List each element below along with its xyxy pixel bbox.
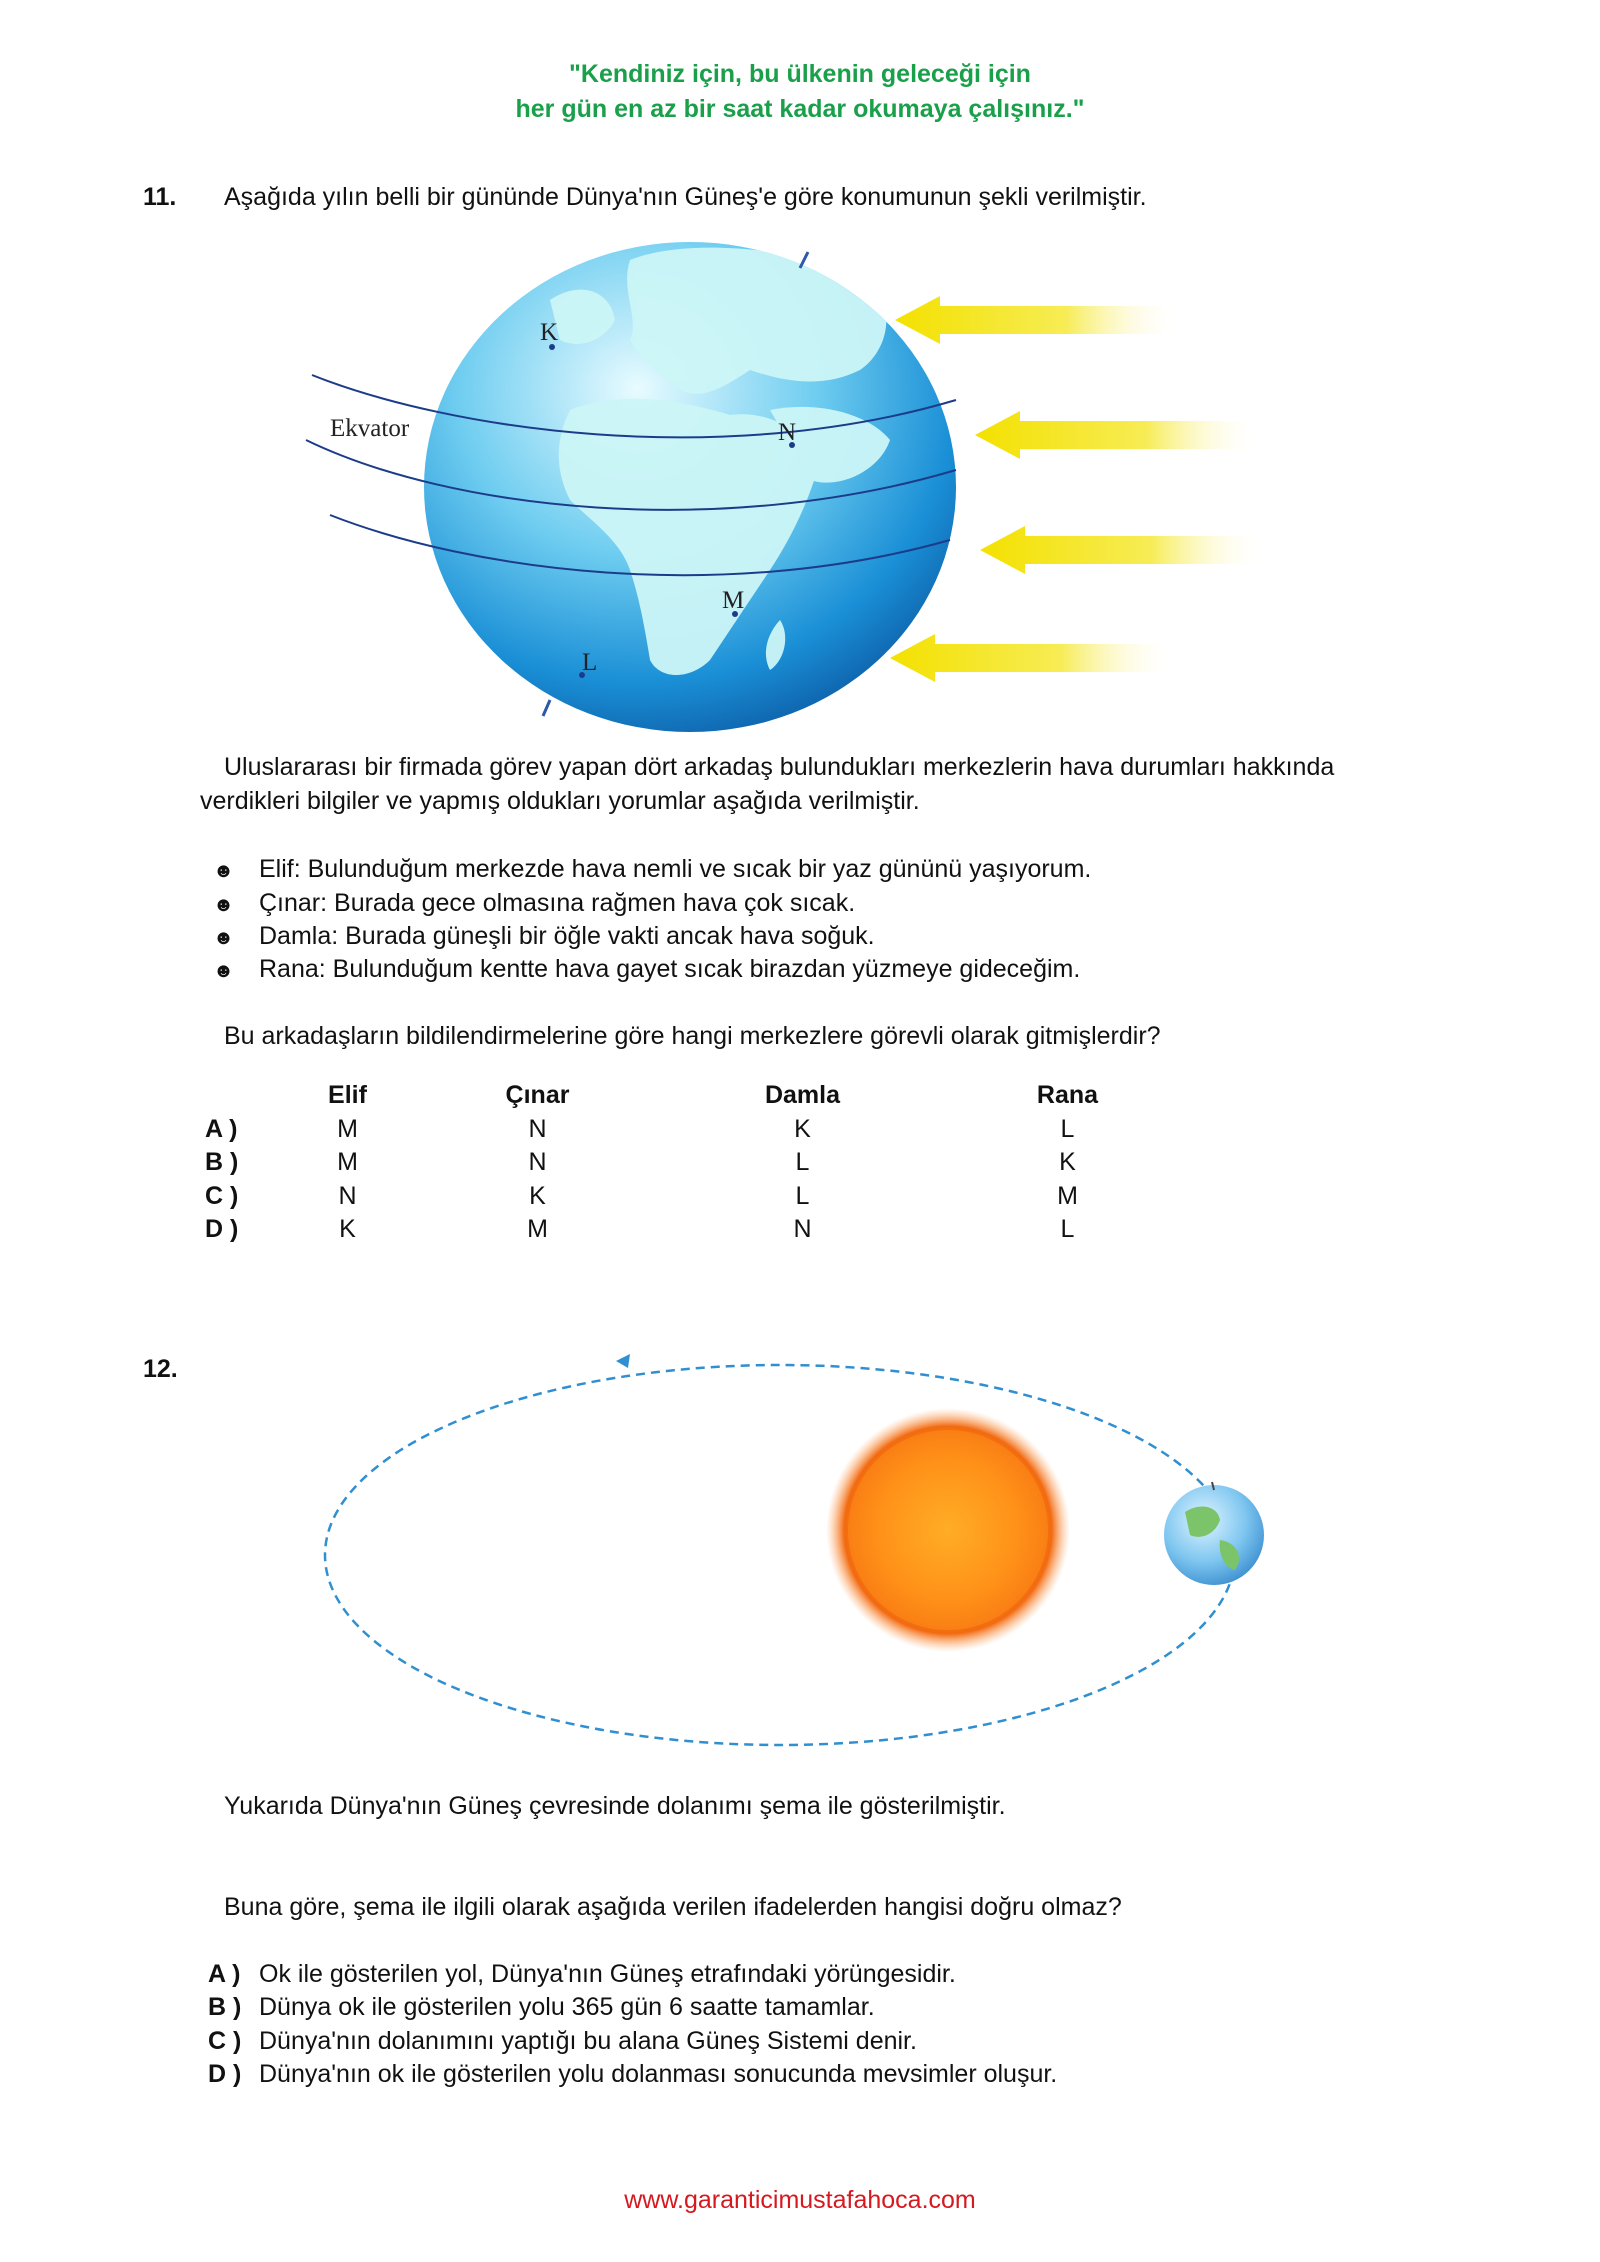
option-label: B ): [205, 1148, 239, 1177]
question-11-paragraph-line-1: Uluslararası bir firmada görev yapan dört arkadaş bulundukları merkezlerin hava durumları hakkında: [224, 753, 1335, 781]
statement-cinar: ☻ Çınar: Burada gece olmasına rağmen hava çok sıcak.: [213, 889, 856, 917]
footer-url[interactable]: www.garanticimustafahoca.com: [624, 2186, 976, 2214]
sun-ray-4: [890, 634, 1175, 682]
point-n-label: N: [778, 419, 797, 446]
statement-damla: ☻ Damla: Burada güneşli bir öğle vakti ancak hava soğuk.: [213, 922, 875, 950]
statement-rana: ☻ Rana: Bulunduğum kentte hava gayet sıcak birazdan yüzmeye gideceğim.: [213, 955, 1081, 983]
question-11-intro: Aşağıda yılın belli bir gününde Dünya'nın Güneş'e göre konumunun şekli verilmiştir.: [224, 183, 1147, 211]
smiley-icon: ☻: [213, 894, 235, 916]
column-rana: Rana: [1036, 1081, 1099, 1110]
sun-ray-2: [975, 411, 1260, 459]
question-11-number: 11.: [143, 183, 177, 211]
orbit-path: [325, 1365, 1235, 1745]
smiley-icon: ☻: [213, 860, 235, 882]
column-damla: Damla: [764, 1081, 841, 1110]
point-m-label: M: [722, 587, 745, 614]
option-label: D ): [205, 1215, 239, 1244]
q12-option-c[interactable]: C ) Dünya'nın dolanımını yaptığı bu alana Güneş Sistemi denir.: [208, 2027, 917, 2055]
option-cell: K: [339, 1215, 356, 1244]
option-cell: K: [529, 1181, 546, 1210]
q12-option-d[interactable]: D ) Dünya'nın ok ile gösterilen yolu dolanması sonucunda mevsimler oluşur.: [208, 2060, 1058, 2088]
point-k-label: K: [540, 319, 559, 346]
orbit-arrow-icon: [616, 1354, 630, 1368]
sun-ray-3: [980, 526, 1260, 574]
question-11-prompt: Bu arkadaşların bildilendirmelerine göre hangi merkezlere görevli olarak gitmişlerdir?: [224, 1022, 1161, 1050]
question-12-prompt: Buna göre, şema ile ilgili olarak aşağıda verilen ifadelerden hangisi doğru olmaz?: [224, 1893, 1122, 1921]
option-cell: N: [338, 1181, 357, 1210]
option-cell: L: [1060, 1114, 1075, 1143]
earth-sun-figure: [300, 240, 1260, 740]
option-cell: K: [1059, 1148, 1076, 1177]
answer-table: [205, 1079, 1200, 1247]
orbit-figure: [300, 1330, 1280, 1760]
option-c-row[interactable]: [205, 1180, 1200, 1214]
option-cell: M: [1057, 1181, 1078, 1210]
option-label: A ): [205, 1114, 238, 1143]
option-cell: L: [795, 1148, 810, 1177]
answer-table-header: [205, 1079, 1200, 1113]
option-b-row[interactable]: [205, 1146, 1200, 1180]
axis-top: [800, 252, 808, 268]
q12-option-a[interactable]: A ) Ok ile gösterilen yol, Dünya'nın Güneş etrafındaki yörüngesidir.: [208, 1960, 956, 1988]
motto-line-1: "Kendiniz için, bu ülkenin geleceği için: [569, 60, 1031, 88]
question-12-number: 12.: [143, 1355, 178, 1383]
option-label: C ): [205, 1181, 239, 1210]
equator-label: Ekvator: [330, 415, 410, 442]
option-cell: N: [528, 1114, 547, 1143]
q12-option-b[interactable]: B ) Dünya ok ile gösterilen yolu 365 gün 6 saatte tamamlar.: [208, 1993, 875, 2021]
sun-ray-1: [895, 296, 1180, 344]
point-l-label: L: [582, 649, 598, 676]
smiley-icon: ☻: [213, 927, 235, 949]
smiley-icon: ☻: [213, 960, 235, 982]
option-cell: M: [337, 1114, 358, 1143]
column-elif: Elif: [328, 1081, 367, 1110]
option-a-row[interactable]: [205, 1113, 1200, 1147]
earth-icon: [1164, 1485, 1264, 1585]
option-cell: L: [1060, 1215, 1075, 1244]
option-d-row[interactable]: [205, 1213, 1200, 1247]
question-11-paragraph-line-2: verdikleri bilgiler ve yapmış oldukları yorumlar aşağıda verilmiştir.: [200, 787, 920, 815]
option-cell: M: [527, 1215, 548, 1244]
option-cell: N: [528, 1148, 547, 1177]
option-cell: L: [795, 1181, 810, 1210]
statement-elif: ☻ Elif: Bulunduğum merkezde hava nemli ve sıcak bir yaz gününü yaşıyorum.: [213, 855, 1092, 883]
axis-bottom: [543, 700, 550, 716]
motto-line-2: her gün en az bir saat kadar okumaya çalışınız.": [515, 95, 1085, 123]
question-12-description: Yukarıda Dünya'nın Güneş çevresinde dolanımı şema ile gösterilmiştir.: [224, 1792, 1006, 1820]
option-cell: M: [337, 1148, 358, 1177]
column-cinar: Çınar: [505, 1081, 570, 1110]
option-cell: N: [793, 1215, 812, 1244]
option-cell: K: [794, 1114, 811, 1143]
